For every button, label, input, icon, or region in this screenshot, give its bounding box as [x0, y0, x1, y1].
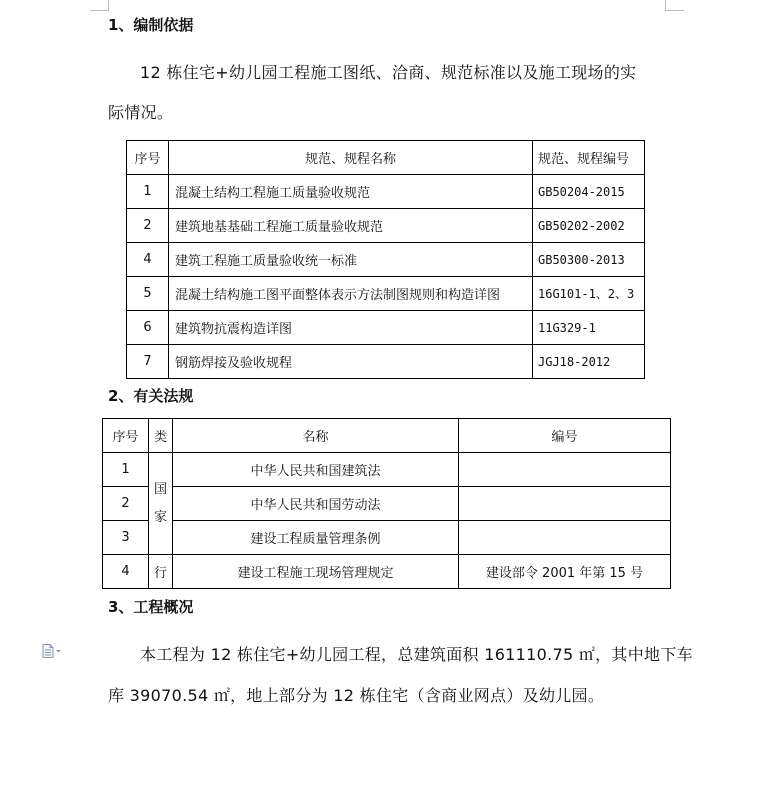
header-code: 编号: [459, 419, 671, 453]
header-category: 类: [149, 419, 173, 453]
row-index: 2: [127, 209, 169, 243]
table-row: [127, 345, 645, 379]
row-index: 4: [103, 555, 149, 589]
row-index: 3: [103, 521, 149, 555]
row-name: 建设工程施工现场管理规定: [173, 555, 459, 589]
regulations-table: [102, 418, 671, 589]
row-name: 钢筋焊接及验收规程: [169, 345, 533, 379]
category-industry: 行: [149, 555, 173, 589]
row-code: [459, 487, 671, 521]
row-index: 2: [103, 487, 149, 521]
row-name: 中华人民共和国建筑法: [173, 453, 459, 487]
row-index: 1: [127, 175, 169, 209]
document-icon[interactable]: [42, 644, 62, 658]
row-code: GB50204-2015: [533, 175, 645, 209]
row-code: 11G329-1: [533, 311, 645, 345]
row-code: GB50300-2013: [533, 243, 645, 277]
page-corner-mark-left: [90, 0, 109, 11]
table-row: [103, 487, 671, 521]
row-code: 建设部令 2001 年第 15 号: [459, 555, 671, 589]
row-code: GB50202-2002: [533, 209, 645, 243]
header-index: 序号: [127, 141, 169, 175]
section3-heading: 3、工程概况: [108, 598, 194, 616]
header-index: 序号: [103, 419, 149, 453]
table-row: [127, 175, 645, 209]
row-name: 混凝土结构施工图平面整体表示方法制图规则和构造详图: [169, 277, 533, 311]
header-name: 名称: [173, 419, 459, 453]
row-code: 16G101-1、2、3: [533, 277, 645, 311]
page-corner-mark-right: [665, 0, 684, 11]
standards-table: [126, 140, 645, 379]
row-code: JGJ18-2012: [533, 345, 645, 379]
header-code: 规范、规程编号: [533, 141, 645, 175]
section1-paragraph-line2: 际情况。: [108, 103, 174, 122]
row-name: 中华人民共和国劳动法: [173, 487, 459, 521]
table-header-row: [127, 141, 645, 175]
table-header-row: [103, 419, 671, 453]
table-row: [127, 209, 645, 243]
row-name: 建筑工程施工质量验收统一标准: [169, 243, 533, 277]
table-row: [103, 555, 671, 589]
section3-paragraph-line2: 库 39070.54 ㎡，地上部分为 12 栋住宅（含商业网点）及幼儿园。: [108, 686, 605, 705]
category-national: [149, 453, 173, 555]
section1-paragraph-line1: 12 栋住宅+幼儿园工程施工图纸、洽商、规范标准以及施工现场的实: [140, 63, 637, 82]
row-name: 建筑物抗震构造详图: [169, 311, 533, 345]
row-index: 7: [127, 345, 169, 379]
section1-heading: 1、编制依据: [108, 16, 194, 34]
table-row: [103, 453, 671, 487]
row-index: 1: [103, 453, 149, 487]
category-char: 家: [153, 509, 167, 525]
table-row: [127, 277, 645, 311]
row-code: [459, 521, 671, 555]
row-name: 建设工程质量管理条例: [173, 521, 459, 555]
row-code: [459, 453, 671, 487]
row-name: 建筑地基基础工程施工质量验收规范: [169, 209, 533, 243]
row-index: 4: [127, 243, 169, 277]
category-char: 国: [153, 481, 167, 497]
header-name: 规范、规程名称: [169, 141, 533, 175]
row-index: 6: [127, 311, 169, 345]
section3-paragraph-line1: 本工程为 12 栋住宅+幼儿园工程，总建筑面积 161110.75 ㎡，其中地下车: [140, 645, 693, 664]
row-index: 5: [127, 277, 169, 311]
table-row: [127, 243, 645, 277]
section2-heading: 2、有关法规: [108, 387, 194, 405]
table-row: [127, 311, 645, 345]
table-row: [103, 521, 671, 555]
row-name: 混凝土结构工程施工质量验收规范: [169, 175, 533, 209]
